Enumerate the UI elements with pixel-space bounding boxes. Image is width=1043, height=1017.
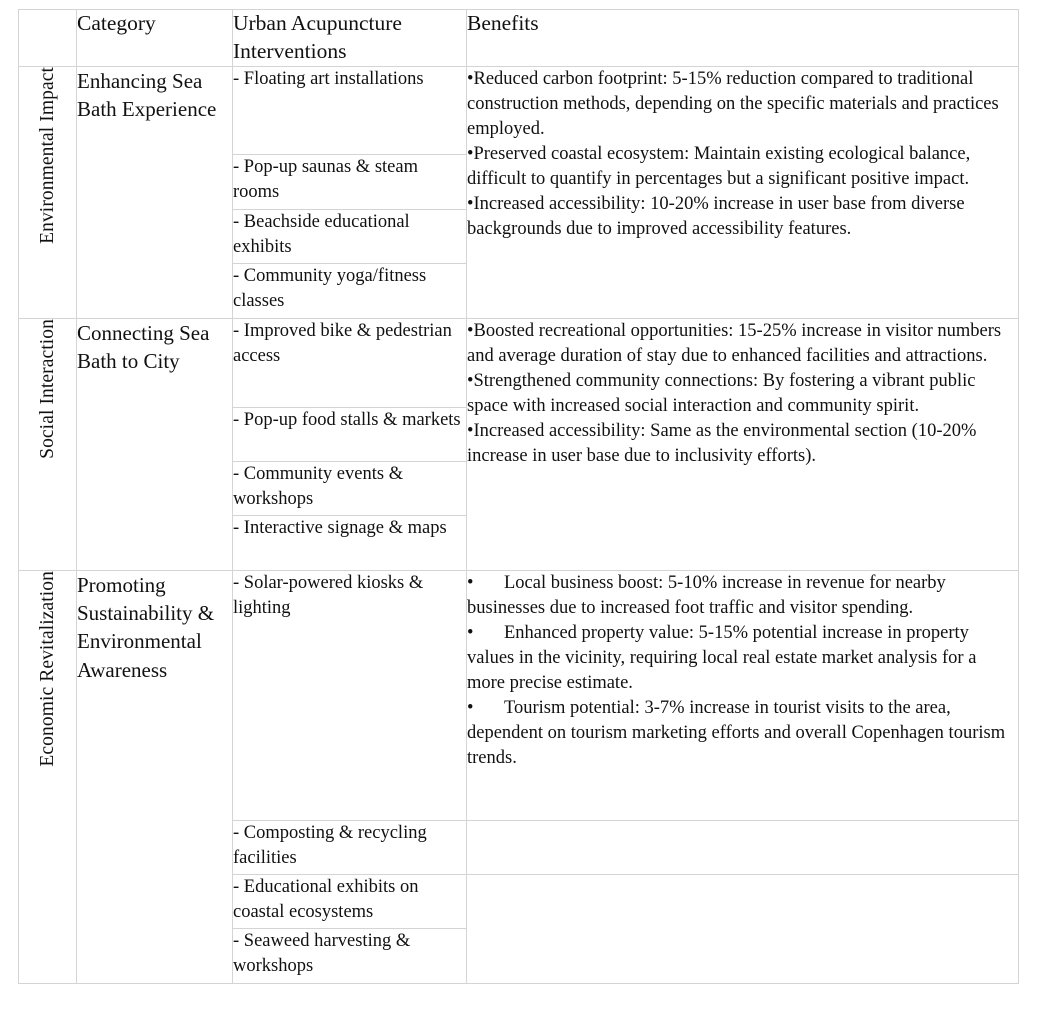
- intervention-cell: - Seaweed harvesting & workshops: [233, 929, 467, 984]
- intervention-cell: - Pop-up food stalls & markets: [233, 408, 467, 462]
- intervention-cell: - Floating art installations: [233, 67, 467, 155]
- intervention-cell: - Solar-powered kiosks & lighting: [233, 571, 467, 821]
- benefit-item: •Increased accessibility: Same as the environmental section (10-20% increase in user base due to inclusivity efforts).: [467, 421, 977, 467]
- benefit-item: •Boosted recreational opportunities: 15-25% increase in visitor numbers and average duration of stay due to enhanced facilities and attractions.: [467, 321, 1002, 367]
- table-row: [19, 67, 1019, 155]
- benefit-item: •Preserved coastal ecosystem: Maintain existing ecological balance, difficult to quantify in percentages but a significant positive impact.: [467, 144, 971, 190]
- benefit-item: • Tourism potential: 3-7% increase in tourist visits to the area, dependent on tourism marketing efforts and overall Copenhagen tourism trends.: [467, 698, 1010, 769]
- sector-label-social-interaction: [19, 319, 77, 571]
- table-row: [19, 571, 1019, 821]
- header-category: Category: [77, 10, 233, 67]
- benefit-item: • Enhanced property value: 5-15% potential increase in property values in the vicinity, requiring local real estate market analysis for a more precise estimate.: [467, 623, 982, 694]
- sector-label-economic-revitalization: [19, 571, 77, 984]
- intervention-cell: - Beachside educational exhibits: [233, 210, 467, 264]
- benefit-item: •Increased accessibility: 10-20% increase in user base from diverse backgrounds due to improved accessibility features.: [467, 194, 965, 240]
- intervention-cell: - Community yoga/fitness classes: [233, 264, 467, 319]
- benefit-item: • Local business boost: 5-10% increase in revenue for nearby businesses due to increased foot traffic and visitor spending.: [467, 573, 951, 619]
- header-benefits: Benefits: [467, 10, 1019, 67]
- sector-label-text: Economic Revitalization: [36, 571, 58, 767]
- benefit-item: •Strengthened community connections: By fostering a vibrant public space with increased social interaction and community spirit.: [467, 371, 976, 417]
- benefits-cell: [467, 319, 1019, 571]
- table-header-row: [19, 10, 1019, 67]
- intervention-cell: - Educational exhibits on coastal ecosystems: [233, 875, 467, 929]
- header-sector-blank: [19, 10, 77, 67]
- header-interventions: Urban Acupuncture Interventions: [233, 10, 467, 67]
- sector-label-environmental-impact: [19, 67, 77, 319]
- sector-label-text: Social Interaction: [36, 319, 58, 459]
- benefits-cell: [467, 67, 1019, 319]
- intervention-cell: - Pop-up saunas & steam rooms: [233, 155, 467, 210]
- category-cell: Promoting Sustainability & Environmental Awareness: [77, 571, 233, 984]
- urban-acupuncture-table: [18, 9, 1019, 984]
- table-row: [19, 319, 1019, 408]
- intervention-cell: - Community events & workshops: [233, 462, 467, 516]
- benefits-cell: [467, 571, 1019, 821]
- intervention-cell: - Interactive signage & maps: [233, 516, 467, 571]
- benefit-item: •Reduced carbon footprint: 5-15% reduction compared to traditional construction methods, depending on the specific materials and practices employed.: [467, 69, 999, 140]
- intervention-cell: - Composting & recycling facilities: [233, 821, 467, 875]
- sector-label-text: Environmental Impact: [36, 67, 58, 244]
- category-cell: Enhancing Sea Bath Experience: [77, 67, 233, 319]
- benefits-cell-empty: [467, 875, 1019, 984]
- intervention-cell: - Improved bike & pedestrian access: [233, 319, 467, 408]
- benefits-cell-empty: [467, 821, 1019, 875]
- category-cell: Connecting Sea Bath to City: [77, 319, 233, 571]
